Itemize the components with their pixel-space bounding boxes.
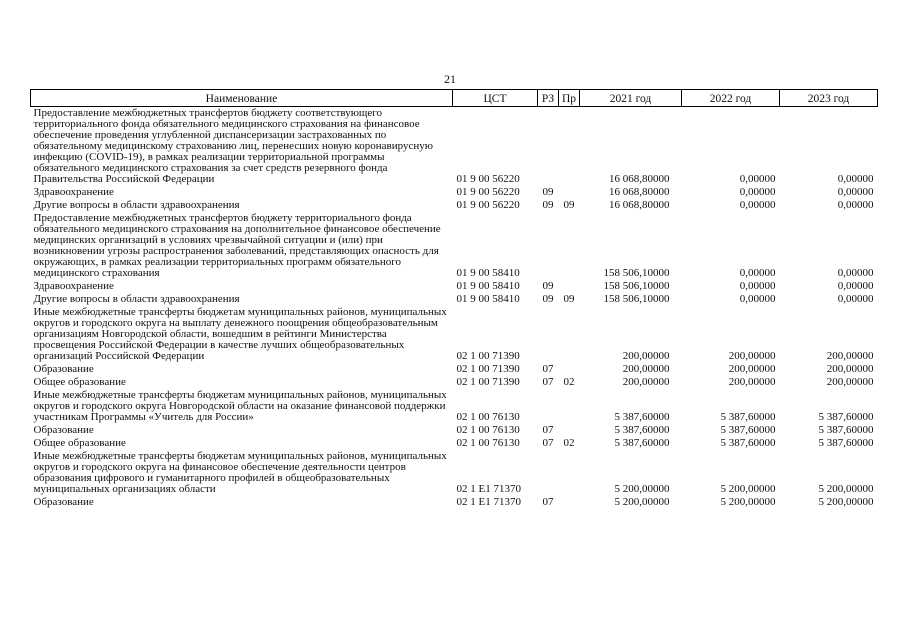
row-2022-value: 5 387,60000 <box>720 411 776 423</box>
row-name: Предоставление межбюджетных трансфертов бюджету соответствующего территориального фонда обязательного медицинского страхования на финансовое обеспечение проведения углубленной диспансеризации застрахованных по обязательному медицинскому страхованию лиц, перенесших новую коронавирусную инфекцию (COVID-19), в рамках реализации территориальной программы обязательного медицинского страхования за счет средств резервного фонда Правительства Российской Федерации <box>33 107 433 185</box>
table-row <box>31 424 878 437</box>
table-row <box>31 186 878 199</box>
row-pr: 02 <box>563 437 575 449</box>
row-pr <box>559 186 580 199</box>
table-row <box>31 437 878 450</box>
row-name: Иные межбюджетные трансферты бюджетам муниципальных районов, муниципальных округов и городского округа Новгородской области на оказание финансовой поддержки участникам Программы «Учитель для России» <box>33 389 447 423</box>
row-2022-value: 0,00000 <box>739 280 776 292</box>
header-2023: 2023 год <box>780 90 878 107</box>
row-rz: 07 <box>542 376 554 388</box>
row-2021-value: 200,00000 <box>622 363 670 375</box>
row-2023-value: 5 387,60000 <box>818 411 874 423</box>
row-2021-value: 158 506,10000 <box>603 267 670 279</box>
row-2021-value: 16 068,80000 <box>609 199 670 211</box>
row-pr <box>559 389 580 424</box>
table-row <box>31 450 878 496</box>
row-2023-value: 0,00000 <box>837 186 874 198</box>
row-rz: 09 <box>542 199 554 211</box>
table-row <box>31 376 878 389</box>
page-number: 21 <box>444 72 456 86</box>
row-rz: 09 <box>542 293 554 305</box>
row-2023-value: 0,00000 <box>837 293 874 305</box>
header-cst: ЦСТ <box>453 90 538 107</box>
row-2021-value: 5 387,60000 <box>614 437 670 449</box>
row-rz <box>538 306 559 363</box>
row-cst: 02 1 00 71390 <box>456 376 520 388</box>
budget-table <box>30 89 878 509</box>
row-cst: 02 1 00 76130 <box>456 424 520 436</box>
row-2021-value: 5 387,60000 <box>614 411 670 423</box>
row-2023-value: 5 200,00000 <box>818 483 874 495</box>
table-row <box>31 389 878 424</box>
row-cst: 02 1 E1 71370 <box>456 496 521 508</box>
row-2021-value: 16 068,80000 <box>609 186 670 198</box>
row-rz <box>538 212 559 280</box>
row-pr: 09 <box>563 293 575 305</box>
row-2021-value: 5 200,00000 <box>614 496 670 508</box>
row-2023-value: 5 387,60000 <box>818 424 874 436</box>
header-name: Наименование <box>31 90 453 107</box>
row-rz <box>538 389 559 424</box>
header-2021: 2021 год <box>580 90 682 107</box>
row-2023-value: 200,00000 <box>826 350 874 362</box>
row-2023-value: 0,00000 <box>837 199 874 211</box>
row-pr: 02 <box>563 376 575 388</box>
row-2022-value: 5 387,60000 <box>720 424 776 436</box>
row-name: Образование <box>33 496 94 508</box>
header-pr: Пр <box>559 90 580 107</box>
row-name: Другие вопросы в области здравоохранения <box>33 199 240 211</box>
header-rz: РЗ <box>538 90 559 107</box>
row-pr: 09 <box>563 199 575 211</box>
row-2021-value: 16 068,80000 <box>609 173 670 185</box>
row-2021-value: 200,00000 <box>622 376 670 388</box>
row-cst: 01 9 00 58410 <box>456 267 520 279</box>
row-rz <box>538 450 559 496</box>
row-rz: 07 <box>542 496 554 508</box>
row-2022-value: 0,00000 <box>739 293 776 305</box>
row-cst: 01 9 00 56220 <box>456 173 520 185</box>
row-2021-value: 5 387,60000 <box>614 424 670 436</box>
row-rz: 07 <box>542 424 554 436</box>
header-2022: 2022 год <box>682 90 780 107</box>
row-rz: 07 <box>542 363 554 375</box>
row-rz: 09 <box>542 186 554 198</box>
row-pr <box>559 363 580 376</box>
row-name: Иные межбюджетные трансферты бюджетам муниципальных районов, муниципальных округов и городского округа на выплату денежного поощрения общеобразовательным организациям Новгородской области, вошедшим в рейтинги Министерства просвещения Российской Федерации в качестве лучших общеобразовательных организаций Российской Федерации <box>33 306 447 362</box>
row-2022-value: 0,00000 <box>739 173 776 185</box>
row-2021-value: 158 506,10000 <box>603 293 670 305</box>
row-name: Предоставление межбюджетных трансфертов бюджету территориального фонда обязательного медицинского страхования на дополнительное финансовое обеспечение медицинских организаций в условиях чрезвычайной ситуации и (или) при возникновении угрозы распространения заболеваний, представляющих опасность для окружающих, в рамках реализации территориальных программ обязательного медицинского страхования <box>33 212 441 279</box>
row-rz: 07 <box>542 437 554 449</box>
row-cst: 01 9 00 58410 <box>456 280 520 292</box>
row-pr <box>559 212 580 280</box>
table-body <box>31 107 878 510</box>
row-2022-value: 200,00000 <box>728 376 776 388</box>
row-2023-value: 0,00000 <box>837 280 874 292</box>
row-rz: 09 <box>542 280 554 292</box>
row-pr <box>559 306 580 363</box>
row-pr <box>559 107 580 187</box>
row-rz <box>538 107 559 187</box>
row-cst: 02 1 00 76130 <box>456 437 520 449</box>
table-row <box>31 212 878 280</box>
row-name: Иные межбюджетные трансферты бюджетам муниципальных районов, муниципальных округов и городского округа на финансовое обеспечение деятельности центров образования цифрового и гуманитарного профилей в общеобразовательных муниципальных организациях области <box>33 450 447 495</box>
table-row <box>31 293 878 306</box>
row-pr <box>559 424 580 437</box>
row-2022-value: 200,00000 <box>728 350 776 362</box>
row-2023-value: 200,00000 <box>826 376 874 388</box>
row-cst: 01 9 00 56220 <box>456 199 520 211</box>
row-2023-value: 5 387,60000 <box>818 437 874 449</box>
row-2022-value: 0,00000 <box>739 186 776 198</box>
row-2021-value: 5 200,00000 <box>614 483 670 495</box>
row-2022-value: 0,00000 <box>739 199 776 211</box>
row-2022-value: 5 200,00000 <box>720 483 776 495</box>
row-2022-value: 5 200,00000 <box>720 496 776 508</box>
table-row <box>31 199 878 212</box>
row-cst: 02 1 E1 71370 <box>456 483 521 495</box>
row-pr <box>559 450 580 496</box>
row-2023-value: 5 200,00000 <box>818 496 874 508</box>
row-cst: 02 1 00 71390 <box>456 350 520 362</box>
row-2023-value: 200,00000 <box>826 363 874 375</box>
row-cst: 02 1 00 71390 <box>456 363 520 375</box>
row-name: Образование <box>33 424 94 436</box>
row-name: Здравоохранение <box>33 186 114 198</box>
row-cst: 01 9 00 56220 <box>456 186 520 198</box>
row-cst: 01 9 00 58410 <box>456 293 520 305</box>
table-row <box>31 280 878 293</box>
table-row <box>31 306 878 363</box>
row-name: Другие вопросы в области здравоохранения <box>33 293 240 305</box>
row-name: Образование <box>33 363 94 375</box>
row-name: Общее образование <box>33 437 126 449</box>
row-2022-value: 5 387,60000 <box>720 437 776 449</box>
row-2021-value: 200,00000 <box>622 350 670 362</box>
row-pr <box>559 496 580 509</box>
table-row <box>31 363 878 376</box>
row-2023-value: 0,00000 <box>837 173 874 185</box>
row-2022-value: 200,00000 <box>728 363 776 375</box>
row-2022-value: 0,00000 <box>739 267 776 279</box>
table-row <box>31 107 878 187</box>
row-pr <box>559 280 580 293</box>
table-header <box>31 90 878 107</box>
row-cst: 02 1 00 76130 <box>456 411 520 423</box>
row-name: Общее образование <box>33 376 126 388</box>
table-row <box>31 496 878 509</box>
row-2023-value: 0,00000 <box>837 267 874 279</box>
row-name: Здравоохранение <box>33 280 114 292</box>
row-2021-value: 158 506,10000 <box>603 280 670 292</box>
